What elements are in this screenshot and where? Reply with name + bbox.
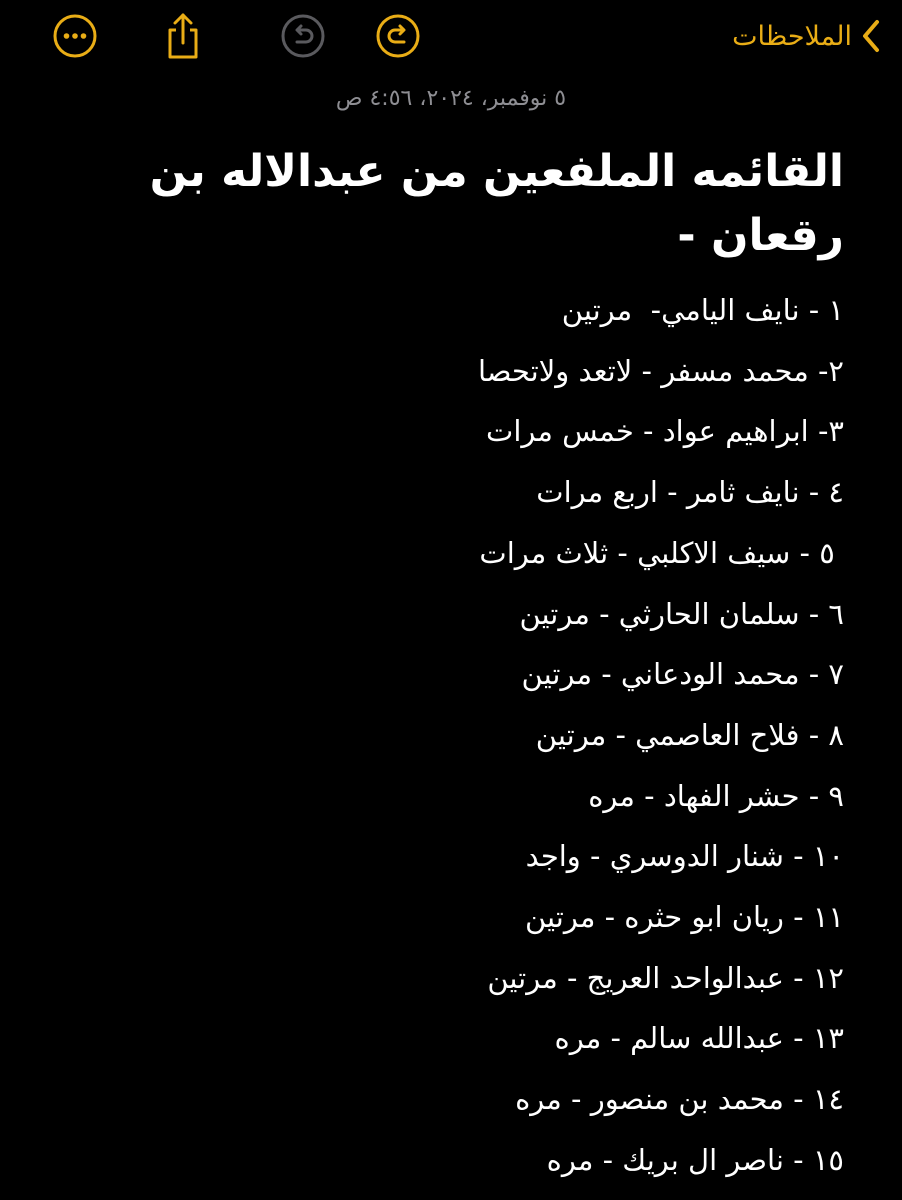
share-icon <box>160 11 206 61</box>
list-item: ٢- محمد مسفر - لاتعد ولاتحصا <box>477 353 844 388</box>
list-item: ١٠ - شنار الدوسري - واجد <box>525 839 844 874</box>
list-item: ١٤ - محمد بن منصور - مره <box>515 1082 844 1117</box>
share-button[interactable] <box>158 11 208 61</box>
list-item: ١١ - ريان ابو حثره - مرتين <box>524 900 844 935</box>
list-item: ٣- ابراهيم عواد - خمس مرات <box>486 414 844 449</box>
list-item: ٥ - سيف الاكلبي - ثلاث مرات <box>479 535 844 570</box>
more-button[interactable] <box>50 11 100 61</box>
redo-icon <box>375 13 421 59</box>
note-date: ٥ نوفمبر، ٢٠٢٤، ٤:٥٦ ص <box>335 86 567 111</box>
list-item: ٤ - نايف ثامر - اربع مرات <box>536 475 844 510</box>
redo-button[interactable] <box>373 11 423 61</box>
undo-button[interactable] <box>278 11 328 61</box>
note-body[interactable] <box>54 140 844 1191</box>
list-item: ١٣ - عبدالله سالم - مره <box>554 1021 844 1056</box>
list-item: ٨ - فلاح العاصمي - مرتين <box>535 717 844 752</box>
list-item: ١ - نايف اليامي- مرتين <box>561 293 844 327</box>
list-item: ٦ - سلمان الحارثي - مرتين <box>519 596 844 631</box>
list-item: ٧ - محمد الودعاني - مرتين <box>521 657 844 692</box>
note-title: القائمه الملفعين من عبدالاله بن رقعان - <box>149 146 844 261</box>
list-item: ١٢ - عبدالواحد العريج - مرتين <box>487 960 844 995</box>
list-item: ١٥ - ناصر ال بريك - مره <box>546 1142 844 1177</box>
back-label: الملاحظات <box>732 20 852 52</box>
list-item: ٩ - حشر الفهاد - مره <box>588 778 844 813</box>
back-button[interactable] <box>732 12 884 60</box>
chevron-left-icon <box>860 16 884 56</box>
top-toolbar <box>0 0 902 72</box>
undo-icon <box>280 13 326 59</box>
more-icon <box>52 13 98 59</box>
note-list <box>54 280 844 1191</box>
